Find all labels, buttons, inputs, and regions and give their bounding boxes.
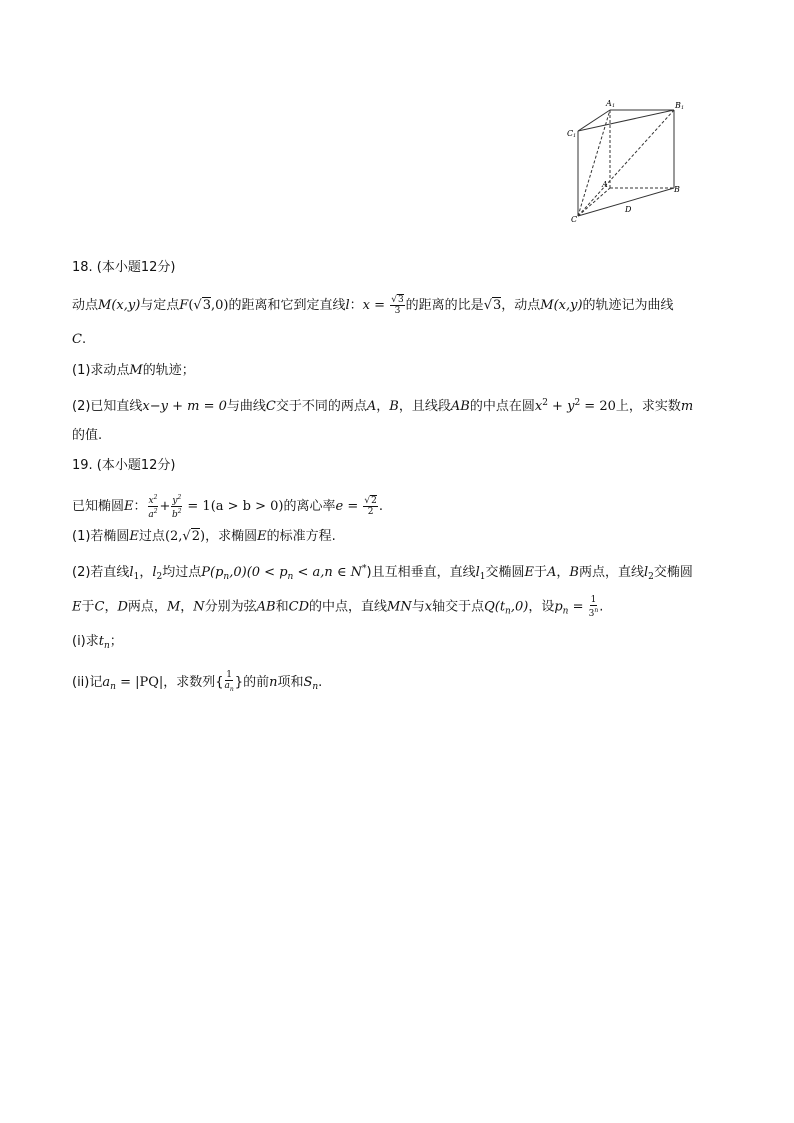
q18-stem-line1: 动点M(x,y)与定点F(√3,0)的距离和它到定直线l：x = $\frac{√3}{3}$ 的距离的比是√3，动点M(x,y)的轨迹记为曲线	[72, 295, 674, 316]
q19-part2-line2: E于C，D两点，M，N分别为弦AB和CD的中点，直线MN与x轴交于点$Q(t_n,0)$，设$p_n$ = $\frac{1}{3^n}$ .	[72, 595, 604, 619]
q19-part1: (1)若椭圆E过点(2,√2)，求椭圆E的标准方程.	[72, 529, 336, 544]
label-D: D	[625, 205, 632, 214]
label-A: A	[602, 180, 608, 189]
fraction-x2-over-a2: $\frac{x^2}{a^2}$	[148, 494, 158, 520]
label-C1-sub: 1	[573, 133, 577, 139]
label-B1-sub: 1	[681, 105, 685, 111]
fraction-sqrt3-over-3: $\frac{√3}{3}$	[391, 295, 404, 316]
q18-stem-line2: C.	[72, 332, 87, 347]
fraction-y2-over-b2: $\frac{y^2}{b^2}$	[172, 494, 182, 520]
label-A1-sub: 1	[612, 103, 616, 109]
fraction-1-over-3n: $\frac{1}{3^n}$	[588, 595, 599, 619]
q19-part2-line1: (2)若直线$l_1$，$l_2$均过点$P(p_n,0)(0 < p_n < a,n$ ∈ N*)且互相垂直，直线$l_1$交椭圆E于A，B两点，直线$l_2$交椭圆	[72, 564, 693, 582]
prism-figure	[562, 96, 692, 226]
q19-stem: 已知椭圆E： $\frac{x^2}{a^2}$ + $\frac{y^2}{b^2}$ = 1(a > b > 0)的离心率e = $\frac{√2}{2}$ .	[72, 494, 384, 520]
q18-header: 18. (本小题12分)	[72, 260, 176, 275]
q19-header: 19. (本小题12分)	[72, 458, 176, 473]
label-C1: C	[567, 129, 574, 138]
label-A1: A	[606, 99, 612, 108]
q19-subpart-ii: (ii)记$a_n = |PQ|$，求数列{ $\frac{1}{a_n}$ }的前n项和$S_n$.	[72, 670, 323, 693]
q18-part1: (1)求动点M的轨迹；	[72, 363, 195, 378]
label-B1: B	[675, 101, 681, 110]
label-C: C	[571, 215, 578, 224]
q18-part2-line1: (2)已知直线x−y + m = 0与曲线C交于不同的两点A，B，且线段AB的中点在圆$x^2 + y^2 = 20$上，求实数m	[72, 398, 694, 414]
label-B: B	[674, 185, 680, 194]
q18-part2-line2: 的值.	[72, 428, 103, 443]
q19-subpart-i: (i)求$t_n$；	[72, 634, 123, 651]
fraction-1-over-an: $\frac{1}{a_n}$	[224, 670, 234, 693]
fraction-sqrt2-over-2: $\frac{√2}{2}$	[364, 496, 377, 517]
